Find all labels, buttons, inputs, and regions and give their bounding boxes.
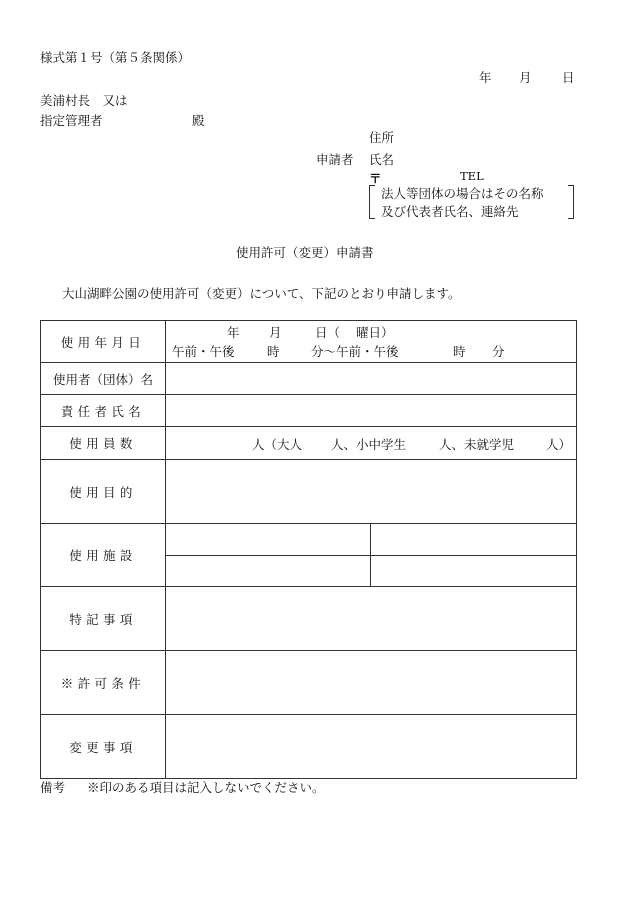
row-responsible [41,395,577,427]
row-purpose [41,460,577,524]
tel-label: TEL [460,169,484,183]
date-field-year: 年 [227,325,240,340]
application-table [40,320,577,779]
date-field-month: 月 [269,325,282,340]
date-field[interactable] [166,321,577,363]
responsible-label: 責任者氏名 [41,395,166,427]
notes-field[interactable] [166,587,577,651]
count-students: 人、未就学児 [439,437,515,452]
count-label: 使用員数 [41,427,166,460]
applicant-address-label: 住所 [369,130,395,145]
row-conditions [41,651,577,715]
date-year-label: 年 [479,70,492,85]
row-date [41,321,577,363]
postal-mark: 〒 [369,171,382,186]
row-count [41,427,577,460]
conditions-label: ※許可条件 [41,651,166,715]
footer-text: ※印のある項目は記入しないでください。 [87,780,325,795]
count-adults: 人、小中学生 [331,437,407,452]
intro-text: 大山湖畔公園の使用許可（変更）について、下記のとおり申請します。 [62,286,461,301]
user-field[interactable] [166,363,577,395]
date-label: 使用年月日 [41,321,166,363]
form-number: 様式第１号（第５条関係） [40,50,191,65]
changes-field[interactable] [166,715,577,779]
conditions-field [166,651,577,715]
user-label: 使用者（団体）名 [41,363,166,395]
count-persons: 人（大人 [252,437,303,452]
facility-field-1a[interactable] [166,524,371,556]
document-title: 使用許可（変更）申請書 [236,245,374,260]
date-field-ampm-start: 午前・午後 [172,344,235,359]
addressee-line2: 指定管理者 [40,113,103,128]
addressee-line1: 美浦村長 又は [40,93,128,108]
date-field-minute-end: 分 [492,344,505,359]
row-changes [41,715,577,779]
facility-field-2a[interactable] [166,556,371,587]
row-user [41,363,577,395]
note-bracket-left [369,185,375,219]
date-field-hour-end: 時 [453,344,466,359]
row-facility-1 [41,524,577,556]
changes-label: 変更事項 [41,715,166,779]
count-field[interactable] [166,427,577,460]
notes-label: 特記事項 [41,587,166,651]
addressee-honorific: 殿 [192,113,205,128]
facility-field-2b[interactable] [371,556,577,587]
facility-label: 使用施設 [41,524,166,587]
applicant-note-line1: 法人等団体の場合はその名称 [381,186,544,201]
responsible-field[interactable] [166,395,577,427]
purpose-label: 使用目的 [41,460,166,524]
applicant-note-line2: 及び代表者氏名、連絡先 [381,204,519,219]
date-field-day: 日（ [315,325,341,340]
date-month-label: 月 [519,70,532,85]
footer-label: 備考 [40,780,66,795]
purpose-field[interactable] [166,460,577,524]
applicant-label: 申請者 [316,152,354,167]
date-day-label: 日 [562,70,575,85]
date-field-weekday: 曜日） [356,325,394,340]
count-preschool: 人） [546,437,572,452]
note-bracket-right [568,185,574,219]
applicant-name-label: 氏名 [369,152,395,167]
date-field-minute-start: 分～午前・午後 [311,344,399,359]
facility-field-1b[interactable] [371,524,577,556]
row-notes [41,587,577,651]
date-field-hour-start: 時 [267,344,280,359]
